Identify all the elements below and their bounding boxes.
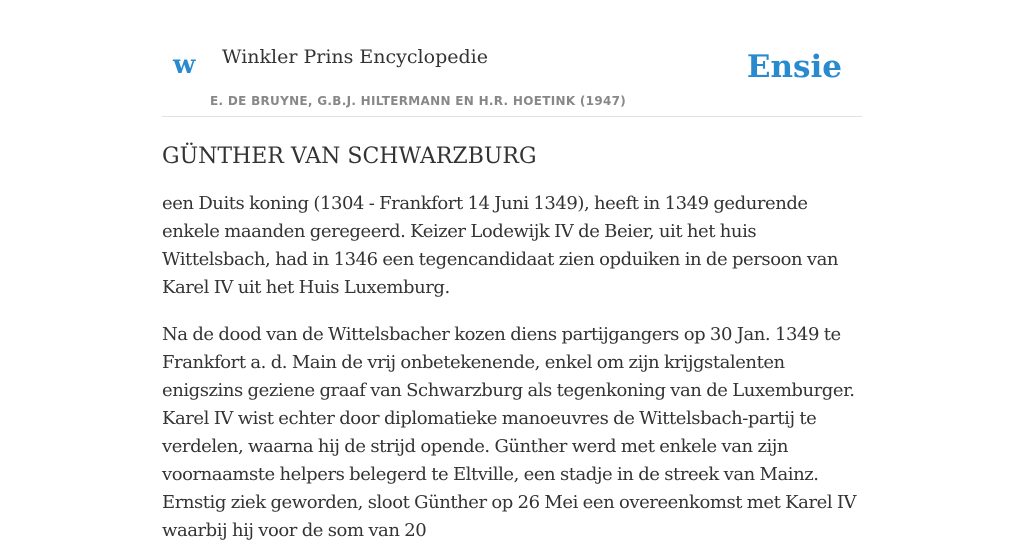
page-container [162, 0, 862, 545]
article-paragraph: een Duits koning (1304 - Frankfort 14 Juni 1349), heeft in 1349 gedurende enkele maanden geregeerd. Keizer Lodewijk IV de Beier, uit het huis Wittelsbach, had in 1346 een tegencandidaat zien opduiken in de persoon van Karel IV uit het Huis Luxemburg. [162, 192, 839, 298]
article-title: GÜNTHER VAN SCHWARZBURG [162, 144, 537, 169]
work-title[interactable]: Winkler Prins Encyclopedie [222, 46, 488, 68]
ensie-logo-link[interactable]: Ensie [746, 49, 842, 85]
work-authors: E. DE BRUYNE, G.B.J. HILTERMANN EN H.R. HOETINK (1947) [210, 94, 627, 108]
winkler-prins-logo[interactable]: w [173, 50, 196, 80]
article-paragraph: Na de dood van de Wittelsbacher kozen diens partijgangers op 30 Jan. 1349 te Frankfort a. d. Main de vrij onbetekenende, enkel om zijn krijgstalenten enigszins geziene graaf van Schwarzburg als tegenkoning van de Luxemburger. Karel IV wist echter door diplomatieke manoeuvres de Wittelsbach-partij te verdelen, waarna hij de strijd opende. Günther werd met enkele van zijn voornaamste helpers belegerd te Eltville, een stadje in de streek van Mainz. Ernstig ziek geworden, sloot Günther op 26 Mei een overeenkomst met Karel IV waarbij hij voor de som van 20 [162, 323, 857, 541]
header [162, 0, 862, 117]
